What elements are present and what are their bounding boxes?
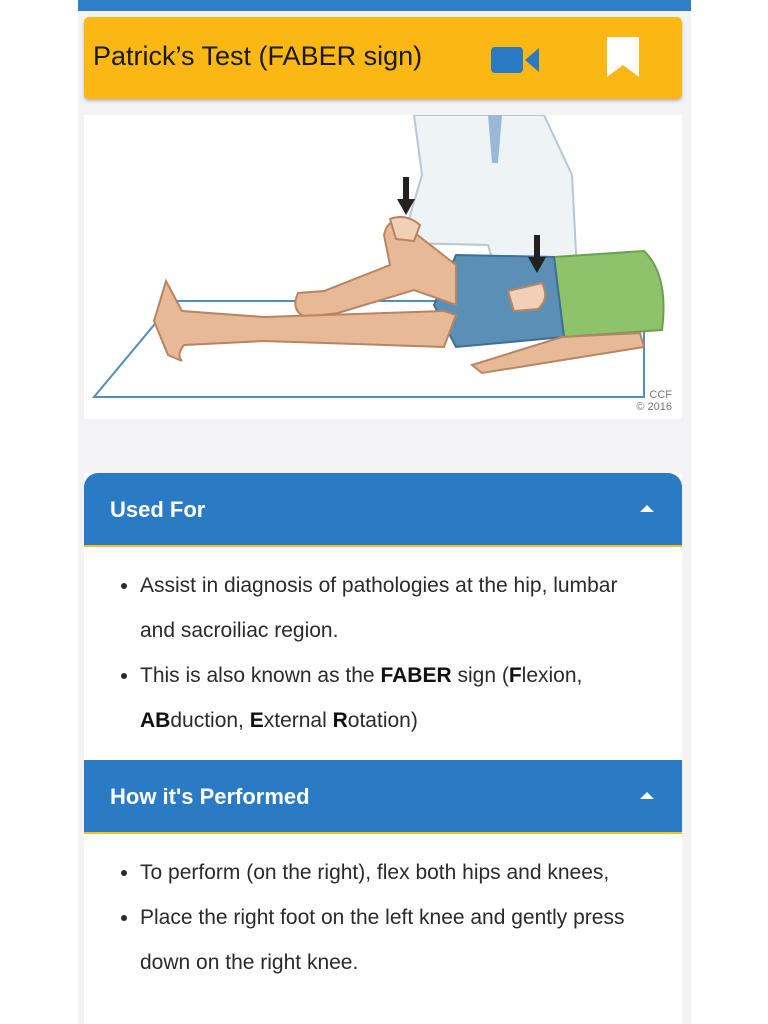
credit-line-2: © 2016 — [636, 401, 672, 413]
used-for-list — [84, 547, 682, 761]
list-item — [140, 653, 646, 743]
app-page — [78, 0, 691, 1024]
used-for-header[interactable] — [84, 473, 682, 547]
illustration-credit — [636, 389, 672, 413]
credit-line-1: CCF — [649, 389, 672, 401]
text-run: otation) — [347, 709, 418, 732]
list-item: Assist in diagnosis of pathologies at the hip, lumbar and sacroiliac region. — [140, 563, 646, 653]
faber-test-illustration — [84, 115, 682, 419]
how-performed-header[interactable] — [84, 760, 682, 834]
text-run: sign ( — [451, 664, 509, 687]
text-run: xternal — [263, 709, 333, 732]
list-item: Place the right foot on the left knee and gently press down on the right knee. — [140, 895, 646, 985]
bookmark-icon[interactable] — [607, 37, 639, 77]
text-run: lexion, — [521, 664, 583, 687]
text-run-bold: AB — [140, 709, 171, 732]
how-performed-list — [84, 834, 682, 1003]
how-performed-title: How it's Performed — [110, 784, 310, 809]
text-run-bold: F — [508, 664, 522, 687]
how-performed-section — [84, 760, 682, 1024]
patient-examiner-drawing — [84, 115, 682, 419]
caret-up-icon[interactable] — [640, 505, 654, 512]
text-run: duction, — [170, 709, 250, 732]
test-title-bar — [84, 17, 682, 99]
list-item: To perform (on the right), flex both hips and knees, — [140, 850, 646, 895]
text-run: This is also known as the — [140, 664, 381, 687]
text-run-bold: FABER — [380, 664, 452, 687]
used-for-title: Used For — [110, 497, 206, 522]
used-for-section — [84, 473, 682, 761]
video-camera-icon[interactable] — [491, 44, 541, 76]
top-app-bar — [78, 0, 691, 11]
caret-up-icon[interactable] — [640, 792, 654, 799]
page-title: Patrick’s Test (FABER sign) — [93, 41, 423, 71]
text-run-bold: E — [249, 709, 264, 732]
text-run-bold: R — [332, 709, 348, 732]
